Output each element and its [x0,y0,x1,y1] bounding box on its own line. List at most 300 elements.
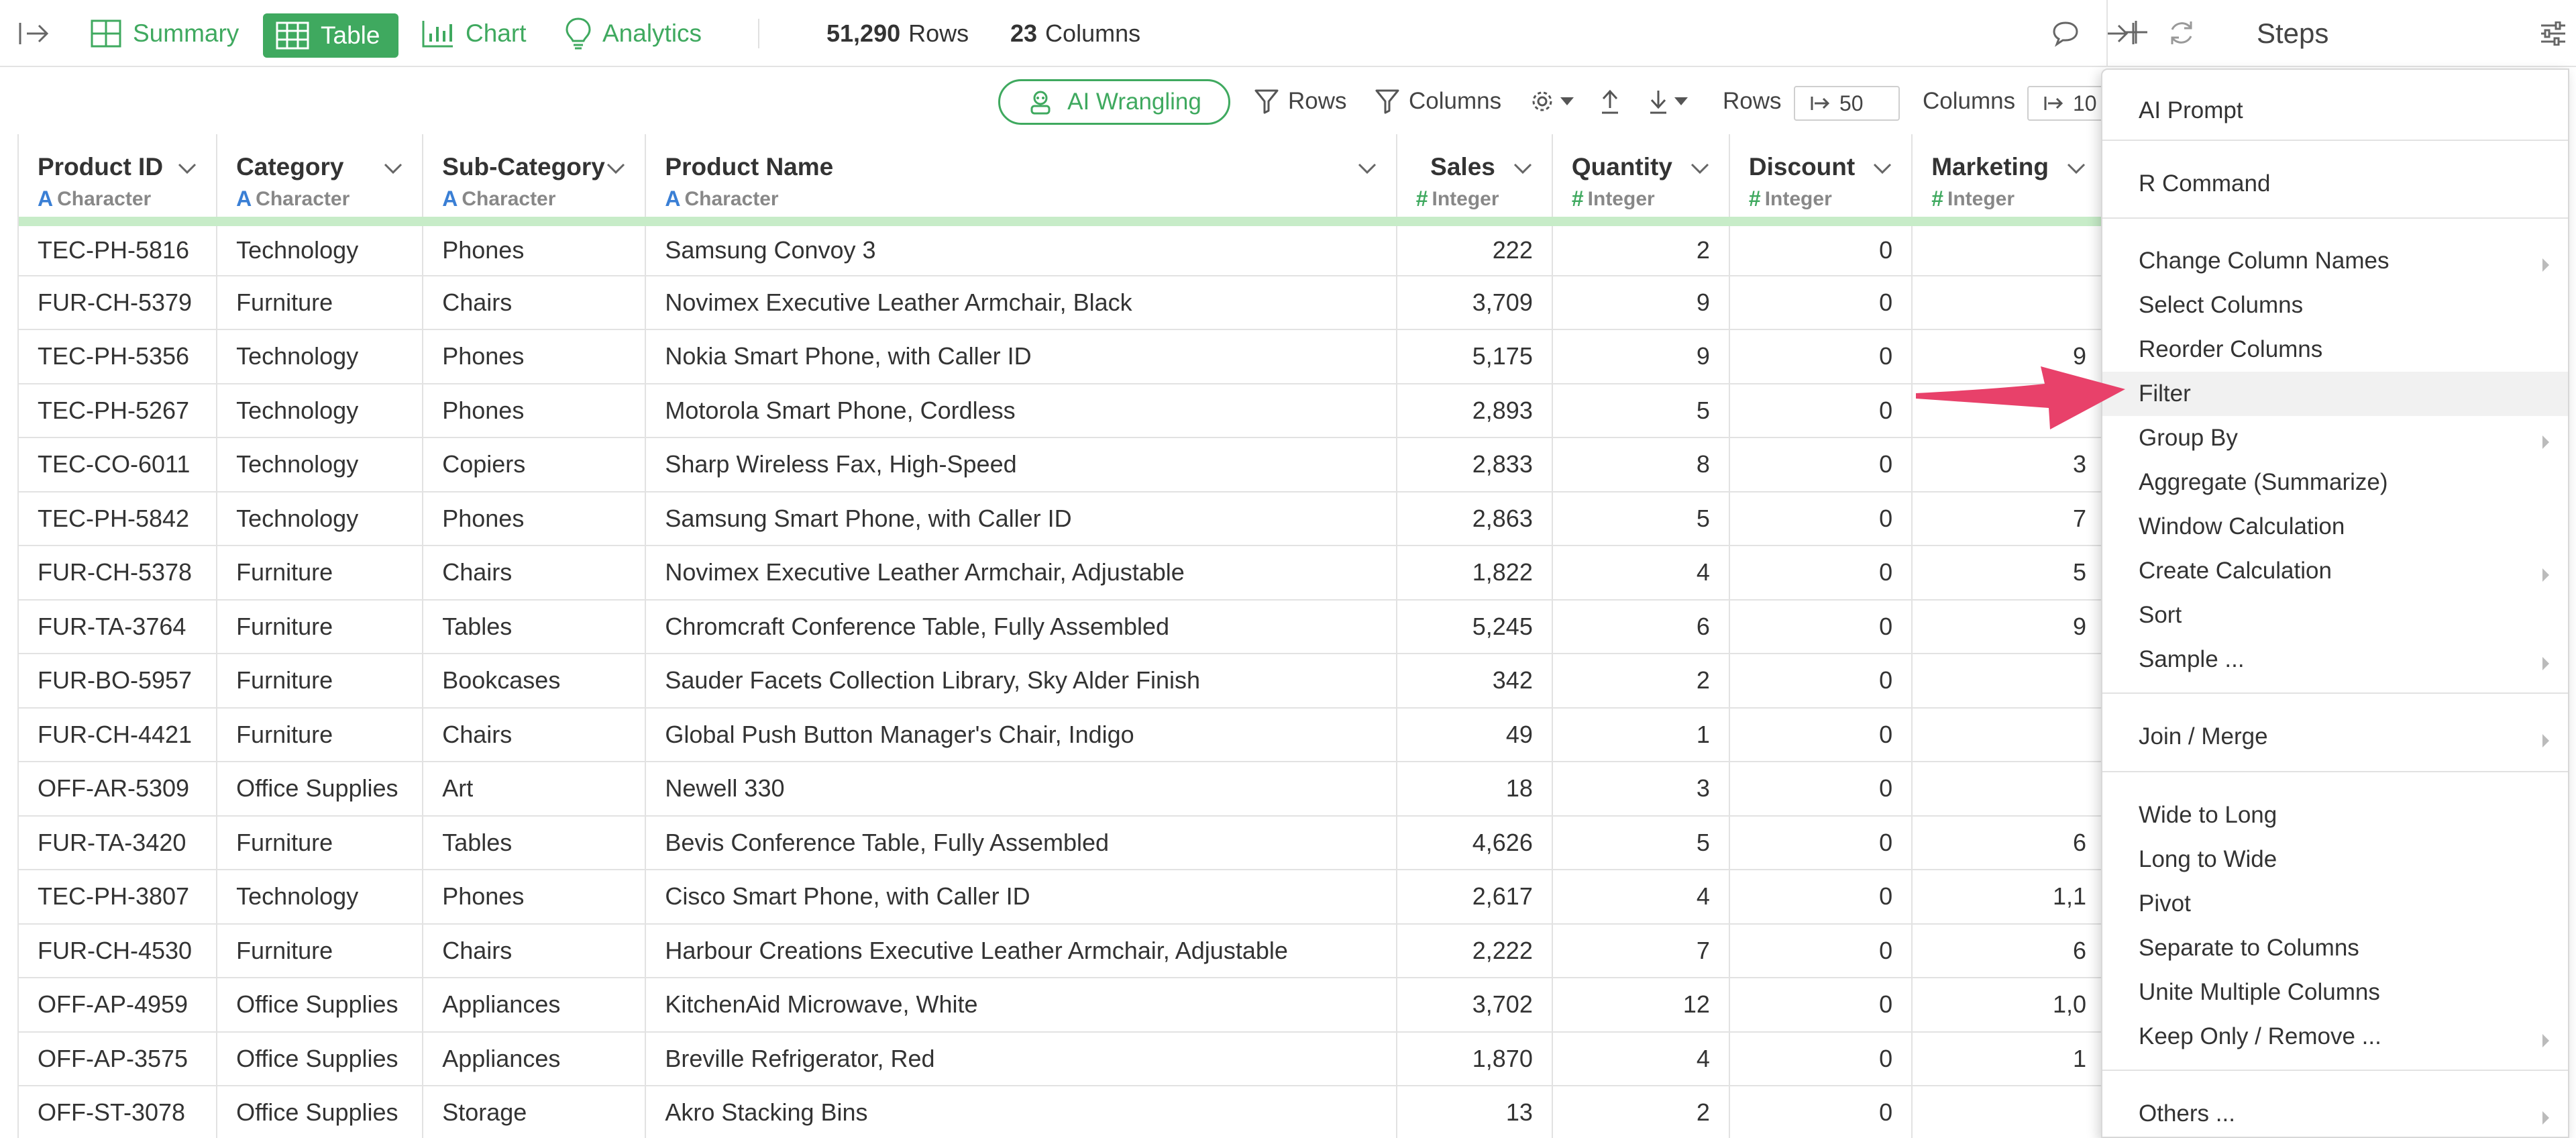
table-cell[interactable]: Office Supplies [217,762,423,816]
menu-item-label: Others ... [2139,1100,2235,1127]
chevron-down-icon[interactable] [383,162,403,178]
column-type [1416,187,1552,211]
table-cell[interactable]: 12 [1552,978,1729,1032]
table-cell[interactable]: 9 [1912,600,2106,654]
menu-item-pivot[interactable] [2102,882,2568,926]
settings-sliders-icon[interactable] [2540,21,2567,46]
table-cell[interactable]: 0 [1729,762,1912,816]
menu-item-label: Separate to Columns [2139,935,2359,961]
columns-limit-label: Columns [1923,88,2016,114]
funnel-icon [1375,89,1399,114]
table-cell[interactable]: 1,870 [1397,1032,1552,1086]
table-cell[interactable]: 5 [1552,384,1729,438]
table-cell[interactable]: Harbour Creations Executive Leather Armchair, Adjustable [645,924,1396,978]
table-cell[interactable]: Phones [423,492,645,546]
table-row [19,437,2106,492]
summary-grid-icon [90,19,122,48]
menu-item-label: Keep Only / Remove ... [2139,1023,2381,1049]
table-cell[interactable]: TEC-PH-5816 [19,221,217,276]
table-cell[interactable]: 4,626 [1397,816,1552,870]
column-count-label: Columns [1045,19,1141,47]
menu-item-sample[interactable] [2102,637,2568,682]
table-cell[interactable]: Sharp Wireless Fax, High-Speed [645,437,1396,492]
mode-analytics[interactable] [553,0,714,67]
table-cell[interactable]: Bookcases [423,654,645,708]
table-cell[interactable]: Chairs [423,708,645,762]
table-cell[interactable]: 0 [1729,870,1912,924]
table-cell[interactable]: 5,245 [1397,600,1552,654]
table-cell[interactable]: 49 [1397,708,1552,762]
arrow-to-bar-icon [2043,95,2063,111]
menu-separator [2102,217,2568,219]
table-row [19,329,2106,384]
table-cell[interactable]: OFF-AR-5309 [19,762,217,816]
ai-robot-icon [1027,89,1054,115]
collapse-panel-icon[interactable] [17,0,50,67]
column-type-label: Integer [1764,187,1832,210]
table-cell[interactable] [1912,276,2106,330]
character-type-icon: A [38,187,54,211]
table-cell[interactable]: 0 [1729,221,1912,276]
column-header[interactable] [1729,134,1912,221]
rows-limit-value: 50 [1839,91,1864,115]
steps-title: Steps [2257,17,2329,49]
table-header-row [19,134,2106,221]
table-cell[interactable]: 2,833 [1397,437,1552,492]
table-cell[interactable]: FUR-TA-3764 [19,600,217,654]
menu-item-sort[interactable] [2102,593,2568,637]
table-cell[interactable]: Chairs [423,924,645,978]
table-cell[interactable]: FUR-CH-5378 [19,546,217,600]
table-cell[interactable]: 0 [1729,816,1912,870]
lightbulb-icon [565,17,592,50]
table-row [19,546,2106,600]
table-cell[interactable]: 0 [1729,546,1912,600]
table-cell[interactable]: Office Supplies [217,978,423,1032]
menu-item-label: Unite Multiple Columns [2139,979,2380,1005]
menu-item-label: Group By [2139,425,2238,451]
menu-item-label: Pivot [2139,890,2191,917]
arrow-to-bar-icon [1810,95,1830,111]
table-cell[interactable]: 9 [1552,276,1729,330]
table-cell[interactable]: 0 [1729,600,1912,654]
menu-item-label: Create Calculation [2139,558,2332,584]
menu-item-label: Long to Wide [2139,846,2277,872]
row-count-label: Rows [908,19,969,47]
table-cell[interactable]: 2 [1552,221,1729,276]
add-step-icon[interactable] [2123,19,2149,46]
column-type [1931,187,2105,211]
menu-item-reorder-columns[interactable] [2102,327,2568,372]
chevron-down-icon[interactable] [1513,162,1533,178]
table-cell[interactable]: Furniture [217,924,423,978]
menu-item-separate-to-columns[interactable] [2102,926,2568,970]
table-cell[interactable]: FUR-CH-5379 [19,276,217,330]
chevron-down-icon[interactable] [177,162,197,178]
table-cell[interactable]: Novimex Executive Leather Armchair, Adjustable [645,546,1396,600]
table-cell[interactable]: Furniture [217,546,423,600]
table-cell[interactable]: 0 [1729,492,1912,546]
table-cell[interactable]: Chairs [423,276,645,330]
data-table-viewport [0,134,2106,1138]
table-cell[interactable]: Office Supplies [217,1086,423,1138]
table-cell[interactable]: KitchenAid Microwave, White [645,978,1396,1032]
table-cell[interactable]: 8 [1552,437,1729,492]
table-cell[interactable]: 1 [1552,708,1729,762]
column-header[interactable] [1397,134,1552,221]
table-cell[interactable]: 5,175 [1397,329,1552,384]
menu-item-select-columns[interactable] [2102,283,2568,327]
table-cell[interactable]: Tables [423,816,645,870]
table-cell[interactable]: Phones [423,384,645,438]
table-cell[interactable]: 6 [1912,924,2106,978]
menu-item-join-merge[interactable] [2102,715,2568,759]
number-type-icon: # [1931,187,1943,211]
table-cell[interactable]: 2 [1552,654,1729,708]
menu-item-label: Filter [2139,380,2191,407]
menu-item-label: R Command [2139,170,2271,197]
table-cell[interactable]: Technology [217,384,423,438]
chevron-down-icon[interactable] [1357,162,1377,178]
column-type-label: Character [57,187,152,210]
mode-table[interactable] [263,13,398,58]
table-cell[interactable]: 7 [1912,492,2106,546]
gear-icon [1529,89,1555,114]
column-header[interactable] [1912,134,2106,221]
chevron-down-icon[interactable] [1872,162,1892,178]
columns-limit-value: 10 [2073,91,2097,115]
table-cell[interactable]: Furniture [217,708,423,762]
column-type [1572,187,1729,211]
table-row [19,384,2106,438]
table-row [19,924,2106,978]
column-type-label: Integer [1947,187,2015,210]
ai-wrangling-button[interactable] [998,79,1230,125]
character-type-icon: A [442,187,458,211]
funnel-icon [1254,89,1279,114]
table-cell[interactable]: Global Push Button Manager's Chair, Indigo [645,708,1396,762]
column-type [38,187,216,211]
number-type-icon: # [1571,187,1584,211]
table-icon [275,21,310,50]
download-button[interactable] [1648,68,1688,134]
table-row [19,276,2106,330]
menu-item-filter[interactable] [2102,372,2568,416]
menu-item-label: Join / Merge [2139,723,2268,749]
table-cell[interactable]: TEC-PH-3807 [19,870,217,924]
table-cell[interactable]: 5 [1912,546,2106,600]
table-cell[interactable]: Motorola Smart Phone, Cordless [645,384,1396,438]
table-cell[interactable]: 5 [1552,816,1729,870]
column-name: Product Name [665,153,834,180]
column-name: Category [236,153,344,180]
column-type-label: Character [684,187,779,210]
filter-rows-button[interactable] [1254,68,1347,134]
table-row [19,492,2106,546]
table-cell[interactable]: 4 [1552,870,1729,924]
table-cell[interactable]: Copiers [423,437,645,492]
table-cell[interactable]: 6 [1552,600,1729,654]
column-header[interactable] [645,134,1396,221]
table-cell[interactable]: Cisco Smart Phone, with Caller ID [645,870,1396,924]
table-cell[interactable]: 0 [1729,276,1912,330]
table-cell[interactable]: 0 [1729,708,1912,762]
table-cell[interactable]: Furniture [217,816,423,870]
table-cell[interactable]: Nokia Smart Phone, with Caller ID [645,329,1396,384]
column-type [442,187,645,211]
table-cell[interactable]: Technology [217,329,423,384]
table-cell[interactable]: 0 [1729,437,1912,492]
table-cell[interactable]: 0 [1729,329,1912,384]
table-cell[interactable]: 1,1 [1912,870,2106,924]
table-row [19,654,2106,708]
table-cell[interactable]: 342 [1397,654,1552,708]
table-cell[interactable]: 1,822 [1397,546,1552,600]
table-row [19,816,2106,870]
mode-summary[interactable] [78,0,251,67]
toolbar-divider [758,19,759,48]
menu-item-label: Select Columns [2139,292,2304,318]
table-cell[interactable]: Furniture [217,654,423,708]
menu-item-ai-prompt[interactable] [2102,89,2568,133]
table-cell[interactable]: Phones [423,329,645,384]
table-cell[interactable] [1912,221,2106,276]
table-cell[interactable]: Phones [423,221,645,276]
column-type [236,187,422,211]
menu-item-group-by[interactable] [2102,416,2568,460]
table-cell[interactable]: 1 [1912,1032,2106,1086]
table-row [19,762,2106,816]
column-name: Discount [1748,153,1856,180]
table-row [19,600,2106,654]
column-name: Marketing [1931,153,2049,180]
table-cell[interactable]: Newell 330 [645,762,1396,816]
table-cell[interactable]: Office Supplies [217,1032,423,1086]
table-cell[interactable]: Tables [423,600,645,654]
column-type-label: Character [462,187,556,210]
chevron-down-icon[interactable] [1690,162,1710,178]
table-cell[interactable]: 2 [1552,1086,1729,1138]
table-cell[interactable]: Technology [217,437,423,492]
table-cell[interactable]: FUR-BO-5957 [19,654,217,708]
menu-item-label: Sample ... [2139,646,2245,672]
table-cell[interactable]: 6 [1912,816,2106,870]
table-cell[interactable]: 3,709 [1397,276,1552,330]
column-count [1010,0,1140,67]
table-cell[interactable]: 13 [1397,1086,1552,1138]
character-type-icon: A [665,187,681,211]
table-cell[interactable]: 0 [1729,978,1912,1032]
mode-table-label: Table [321,21,380,49]
table-cell[interactable]: Appliances [423,1032,645,1086]
table-cell[interactable]: FUR-TA-3420 [19,816,217,870]
menu-item-label: Change Column Names [2139,248,2390,274]
table-cell[interactable]: Samsung Convoy 3 [645,221,1396,276]
table-cell[interactable]: 2,863 [1397,492,1552,546]
table-cell[interactable]: 2,222 [1397,924,1552,978]
column-type [1749,187,1911,211]
chevron-down-icon[interactable] [2066,162,2086,178]
menu-item-change-column-names[interactable] [2102,239,2568,283]
data-table [19,134,2106,1138]
menu-item-label: Wide to Long [2139,802,2277,828]
table-cell[interactable]: Furniture [217,600,423,654]
column-type [665,187,1395,211]
table-cell[interactable]: Technology [217,221,423,276]
table-cell[interactable] [1912,654,2106,708]
table-row [19,978,2106,1032]
chevron-down-icon[interactable] [606,162,626,178]
filter-columns-button[interactable] [1375,68,1501,134]
add-step-menu [2101,68,2569,1138]
menu-item-label: AI Prompt [2139,97,2243,123]
table-row [19,1032,2106,1086]
menu-separator [2102,692,2568,694]
table-cell[interactable] [1912,1086,2106,1138]
menu-item-label: Window Calculation [2139,513,2345,539]
refresh-icon[interactable] [2167,19,2196,47]
table-cell[interactable]: OFF-ST-3078 [19,1086,217,1138]
table-cell[interactable]: 9 [1912,329,2106,384]
table-cell[interactable] [1912,762,2106,816]
column-header[interactable] [217,134,423,221]
column-header[interactable] [1552,134,1729,221]
table-cell[interactable]: 4 [1552,1032,1729,1086]
table-cell[interactable]: OFF-AP-4959 [19,978,217,1032]
column-type-label: Integer [1587,187,1655,210]
menu-item-wide-to-long[interactable] [2102,793,2568,837]
menu-item-label: Sort [2139,602,2182,628]
column-type-label: Integer [1432,187,1499,210]
table-cell[interactable]: Storage [423,1086,645,1138]
chevron-right-icon [2541,651,2551,678]
table-cell[interactable]: 2,617 [1397,870,1552,924]
number-type-icon: # [1415,187,1428,211]
column-name: Product ID [38,153,164,180]
column-name: Sales [1430,153,1495,180]
menu-item-create-calculation[interactable] [2102,549,2568,593]
caret-down-icon [1674,97,1688,105]
table-cell[interactable]: 5 [1552,492,1729,546]
number-type-icon: # [1748,187,1761,211]
steps-panel-header [2106,0,2576,67]
filter-columns-label: Columns [1409,88,1502,114]
column-type-label: Character [256,187,350,210]
menu-item-long-to-wide[interactable] [2102,837,2568,882]
table-cell[interactable]: Sauder Facets Collection Library, Sky Alder Finish [645,654,1396,708]
table-cell[interactable]: Art [423,762,645,816]
table-cell[interactable]: 3,702 [1397,978,1552,1032]
table-settings-button[interactable] [1529,68,1574,134]
table-cell[interactable]: 9 [1552,329,1729,384]
table-cell[interactable]: 1,0 [1912,978,2106,1032]
upload-icon[interactable] [1599,68,1621,134]
mode-analytics-label: Analytics [602,19,702,47]
table-cell[interactable]: FUR-CH-4530 [19,924,217,978]
table-cell[interactable]: 0 [1729,924,1912,978]
rows-limit-input[interactable] [1794,86,1900,121]
chevron-right-icon [2541,1028,2551,1055]
menu-item-keep-only-remove[interactable] [2102,1015,2568,1059]
table-cell[interactable]: 4 [1552,546,1729,600]
table-cell[interactable]: 0 [1729,1086,1912,1138]
table-row [19,708,2106,762]
menu-item-r-command[interactable] [2102,162,2568,206]
menu-item-others[interactable] [2102,1092,2568,1136]
table-cell[interactable]: Technology [217,492,423,546]
menu-item-window-calculation[interactable] [2102,505,2568,549]
column-header[interactable] [423,134,645,221]
comment-icon[interactable] [2051,0,2080,67]
table-cell[interactable]: 3 [1912,437,2106,492]
chevron-right-icon [2541,252,2551,279]
rows-limit-label: Rows [1723,88,1782,114]
table-cell[interactable]: TEC-PH-5267 [19,384,217,438]
table-cell[interactable]: Samsung Smart Phone, with Caller ID [645,492,1396,546]
table-cell[interactable]: 18 [1397,762,1552,816]
table-cell[interactable]: 222 [1397,221,1552,276]
column-name: Sub-Category [442,153,605,180]
table-cell[interactable]: Chairs [423,546,645,600]
table-cell[interactable]: 3 [1552,762,1729,816]
table-cell[interactable]: Akro Stacking Bins [645,1086,1396,1138]
character-type-icon: A [236,187,252,211]
row-count [826,0,969,67]
table-cell[interactable]: 0 [1729,1032,1912,1086]
menu-separator [2102,771,2568,772]
column-count-value: 23 [1010,19,1038,47]
table-cell[interactable]: 2,893 [1397,384,1552,438]
chevron-right-icon [2541,728,2551,755]
table-cell[interactable]: 0 [1729,384,1912,438]
table-cell[interactable]: 7 [1552,924,1729,978]
table-cell[interactable]: Novimex Executive Leather Armchair, Black [645,276,1396,330]
column-name: Quantity [1571,153,1672,180]
row-count-value: 51,290 [826,19,901,47]
table-cell[interactable]: 0 [1729,654,1912,708]
table-row [19,870,2106,924]
bar-chart-icon [421,19,455,48]
table-cell[interactable]: Bevis Conference Table, Fully Assembled [645,816,1396,870]
menu-item-unite-multiple-columns[interactable] [2102,970,2568,1015]
table-body [19,221,2106,1138]
chevron-right-icon [2541,1105,2551,1132]
menu-item-label: Aggregate (Summarize) [2139,469,2388,495]
table-cell[interactable]: Breville Refrigerator, Red [645,1032,1396,1086]
chevron-right-icon [2541,429,2551,456]
column-header[interactable] [19,134,217,221]
table-row [19,221,2106,276]
table-cell[interactable]: OFF-AP-3575 [19,1032,217,1086]
annotation-arrow-icon [1913,360,2128,433]
mode-chart[interactable] [409,0,538,67]
table-cell[interactable]: Technology [217,870,423,924]
table-cell[interactable]: Chromcraft Conference Table, Fully Assembled [645,600,1396,654]
table-cell[interactable]: TEC-PH-5356 [19,329,217,384]
table-cell[interactable]: FUR-CH-4421 [19,708,217,762]
table-cell[interactable]: Appliances [423,978,645,1032]
table-cell[interactable]: Furniture [217,276,423,330]
mode-chart-label: Chart [466,19,527,47]
table-row [19,1086,2106,1138]
menu-item-aggregate-summarize[interactable] [2102,460,2568,505]
table-cell[interactable]: TEC-CO-6011 [19,437,217,492]
table-cell[interactable]: Phones [423,870,645,924]
table-cell[interactable] [1912,708,2106,762]
table-cell[interactable]: TEC-PH-5842 [19,492,217,546]
menu-separator [2102,1070,2568,1071]
download-icon [1648,88,1669,115]
